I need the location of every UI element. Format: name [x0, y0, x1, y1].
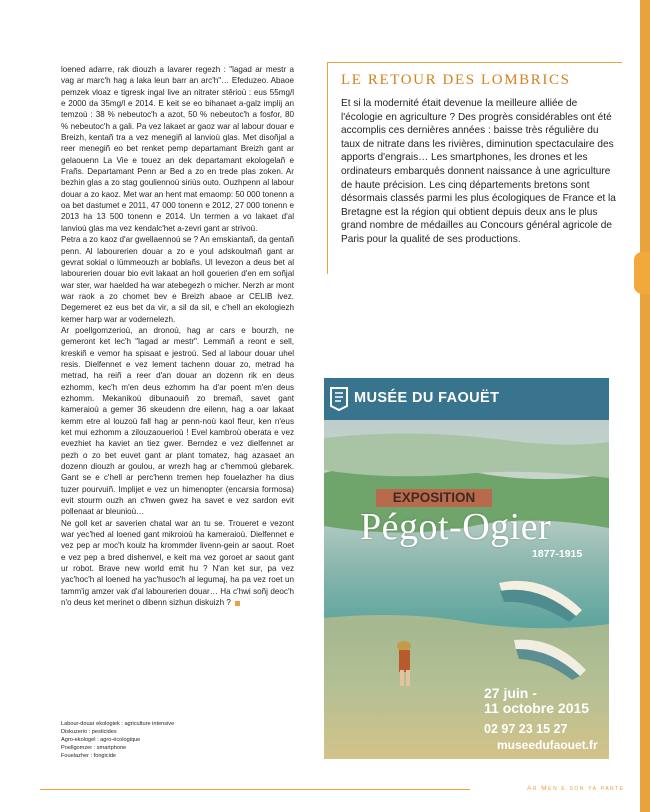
- poster-museum-name: MUSÉE DU FAOUËT: [354, 390, 500, 406]
- glossary: [61, 720, 261, 760]
- poster-phone: 02 97 23 15 27: [484, 722, 568, 736]
- poster-date-end: 11 octobre 2015: [484, 700, 590, 716]
- poster-website: museedufaouet.fr: [497, 738, 598, 752]
- glossary-line: Fouelazher : fongicide: [61, 753, 117, 760]
- poster-artist-years: 1877-1915: [532, 548, 583, 560]
- museum-logo-icon: [328, 384, 350, 412]
- sidebar-title: LE RETOUR DES LOMBRICS: [341, 72, 571, 88]
- article-paragraph-2: Petra a zo kaoz d'ar gwellaennoù se ? An emskiantañ, da gentañ penn. Al labourerien douar a zo e youl adskoulmañ gant ar gevrat sokial o lümmeouzh ar boblañs. Ul levezon a deus bet al labourerien douar bio evit lakaat an holl gouerien d'en em soñjal war ster, war haelded ha war atebegezh o micher. Nerzh ar mont war raok a zo chomet bev e Breizh abaoe ar CELIB ivez. Degemeret ez eus bet da vir, a sil da sil, e c'hell an ekologiezh kemer harp war ar vodernelezh.: [61, 235, 294, 324]
- footer-running-title: Ar Men e son ya parte: [527, 785, 625, 792]
- footer-rule: [40, 789, 470, 790]
- article-column: [61, 64, 294, 609]
- sidebar-text: Et si la modernité était devenue la meilleure alliée de l'écologie en agriculture ? Des progrès considérables ont été accomplis ces dernières années : baisse très régulière du taux de nitrate dans les rivières, diminution spectaculaire des apports d'engrais… Les smartphones, les drones et les ordinateurs embarqués donnent naissance à une agriculture de haute précision. Les cinq départements bretons sont désormais classés parmi les plus écologiques de France et la Bretagne est la région qui obtient depuis deux ans le plus grand nombre de médailles au Concours général agricole de Paris pour la qualité de ses productions.: [341, 98, 616, 245]
- end-of-article-mark: [235, 601, 240, 606]
- section-tab: [634, 252, 650, 294]
- glossary-line: Poellgomzer : smartphone: [61, 745, 127, 752]
- article-paragraph-1: loened adarre, rak diouzh a lavarer regezh : "lagad ar mestr a vag ar marc'h hag a laka leun barr an arc'h"… Efeduzeo. Abaoe pemzek vloaz e tigresk ingal live an nitrater stêrioù : eus 55mg/l e 2000 da 35mg/l e 2014. E keit se eo bihanaet a-galz implij an temzoù : 38 % nebeutoc'h a azot, 50 % nebeutoc'h a fosfor, 80 % nebeutoc'h a gali. Pa vez lakaet ar gaoz war al labour douar e Breizh, kentañ tra a vez menegiñ al lanvioù glas. Met disoñjal a reer menegiñ eo bet renket pemp departamant Breizh gant ar gelaouenn La Vie e touez an dek departamant ekologelañ e Frañs. Departamant Penn ar Bed a zo en trede plas zoken. Ar bezhin glas a zo stag gouliennoù siriùs outo. Ouzhpenn al labour douar a zo kaoz. Met war an hent mat emaomp: 50 000 tonenn a oa bet dastumet e 2011, 47 000 tonenn e 2012, 27 000 tonenn e 2013 ha 13 500 tonenn e 2014. Un termen a vo lakaet d'al lanvioù glas ma vez kendalc'het a-zevri gant ar strivoù.: [61, 65, 294, 233]
- article-paragraph-4: [61, 518, 294, 609]
- poster-dates: [484, 686, 609, 716]
- glossary-line: Labour-douar ekologiek : agriculture intensive: [61, 721, 175, 727]
- page-edge-band: [640, 0, 650, 812]
- poster-date-start: 27 juin -: [484, 685, 537, 701]
- glossary-line: Diskuzerio : pesticides: [61, 729, 117, 736]
- poster-exposition-label: EXPOSITION: [376, 489, 492, 507]
- exhibition-poster: [324, 378, 609, 759]
- poster-artist-name: Pégot-Ogier: [360, 506, 552, 548]
- article-paragraph-4-text: Ne goll ket ar saverien chatal war an tu se. Troueret e vezont war yec'hed al loened gant mikroioù ha kameraioù. Dielfennet e vez pep ar moc'h koulz ha krommder livenn-gein ar saout. Roet e vez pep a bred dishenvel, e keit ma vez goroet ar saout gant ur robot. Brave new world emit hu ? N'an ket sur, pa vez yac'hoc'h al loened ha yac'husoc'h al legumaj, ha pa vez roet un tamm'ig amzer vak d'al labourerien douar… Ha c'hwi soñj deoc'h n'o deus ket merinet o dibenn sizhun diskuizh ?: [61, 518, 294, 608]
- article-paragraph-3: Ar poellgomzerioù, an dronoù, hag ar cars e bourzh, ne gemeront ket lec'h "lagad ar mestr". Lemmañ a reont e sell, kreskiñ e vemor ha spisaat e jestroù. Sed al labour douar uhel resis. Dielfennet e vez lement tachenn douar zo, metrad ha metrad, ha reiñ a reer d'an douar an dozenn rik en deus ezhomm, kec'h m'en deus ezhomm ha d'ar poent m'en deus ezhomm. Mekanikoù dibunaouiñ zo bremañ, savet gant kameraioù a gemer 36 skeudenn dre eilenn, hag a oar lakaat kemm etre al louzoù fall hag ar penn-noù kaol fleur, ken n'eus ket mui ezhomm a zilouzaouerioù ! Evel kambroù oberata e vez evezhiet ha kaviet an tiez gwer. Berndez e vez dielfennet ar pezh o zo bet euvet gant ar plant tomatez, hag azasaet an dozenn diouzh ar goulou, ar wrezh hag ar c'hemmoù glebarek. Gant se e c'hell ar perc'henn tremen hep foueIazher ha dius tuzer pourvuiñ. Implijet e vez un himenopter (encarsia formosa) evit stourm ouzh an c'hwen gwez ha savet e vez sardon evit pollenaat ar bleunioù…: [61, 325, 294, 517]
- glossary-line: Agro-ekologel : agro-écologique: [61, 737, 141, 744]
